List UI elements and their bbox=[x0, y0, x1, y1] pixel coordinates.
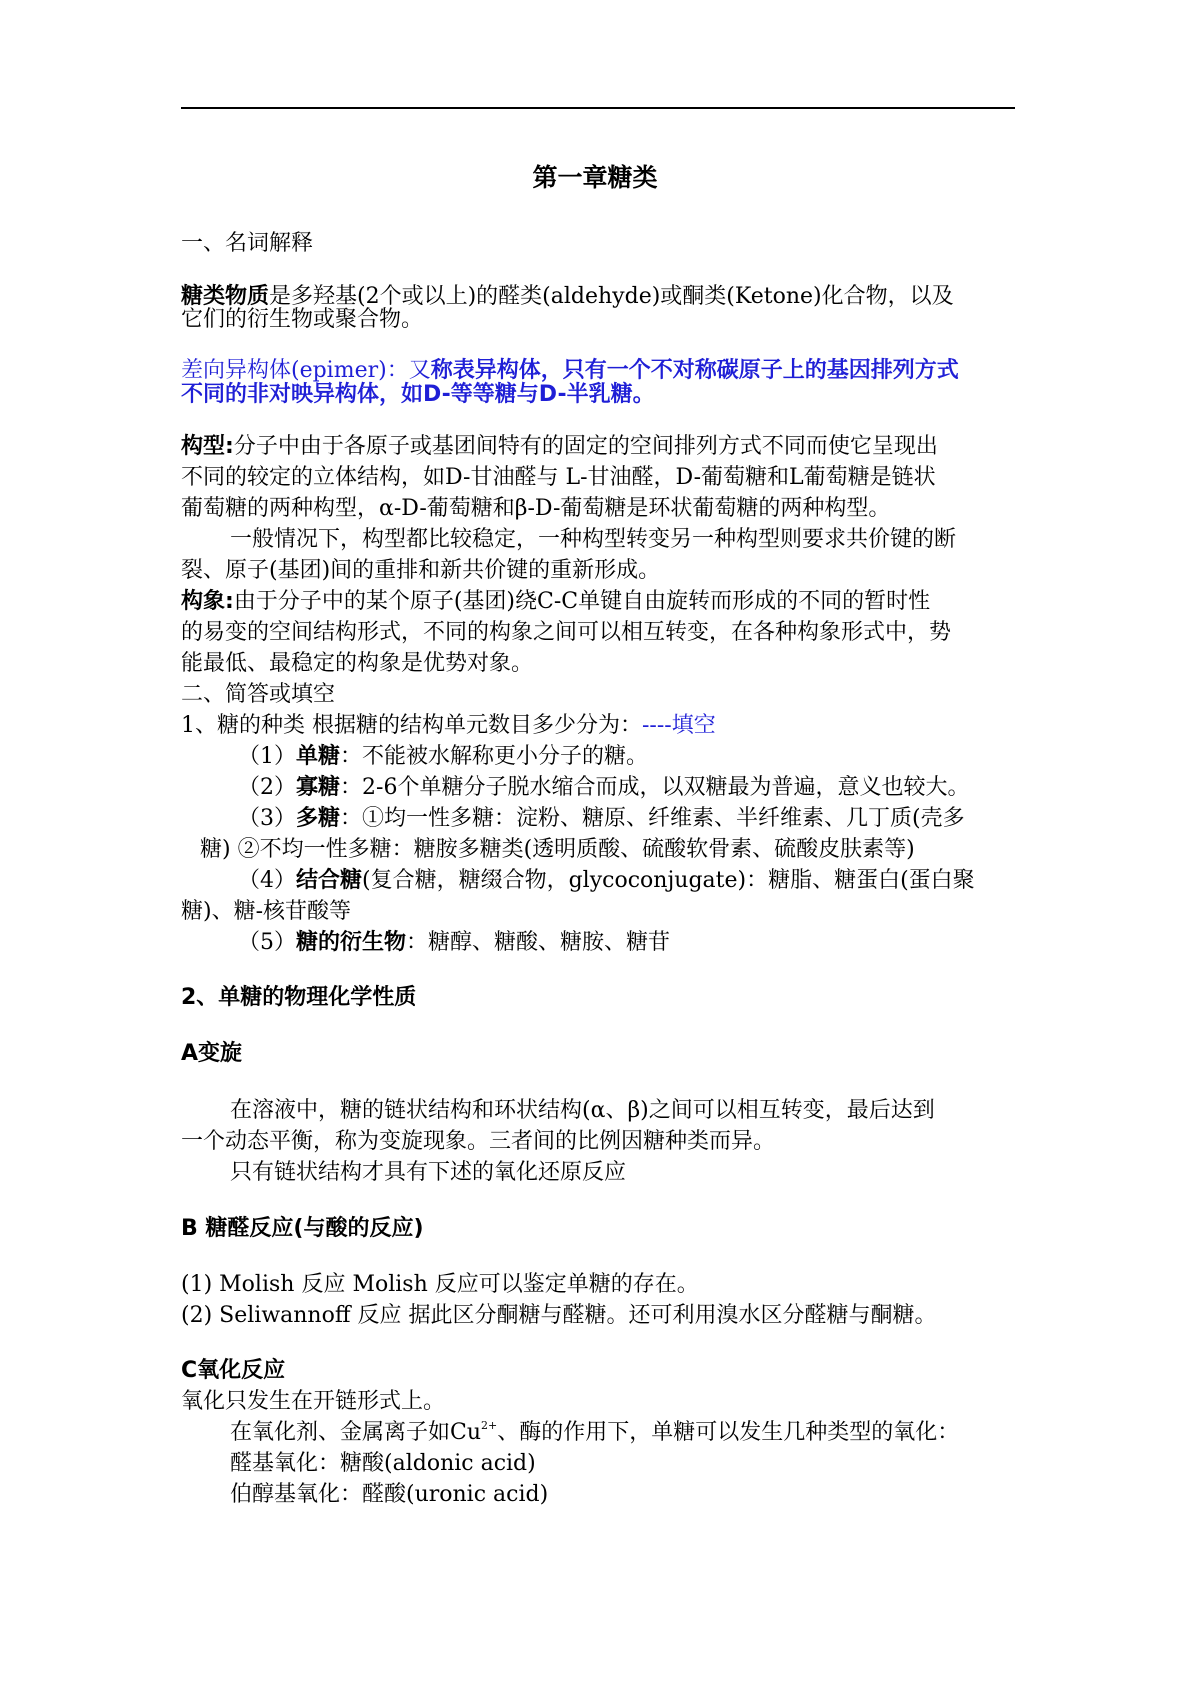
para-conformation-line-2: 的易变的空间结构形式，不同的构象之间可以相互转变，在各种构象形式中，势 bbox=[181, 620, 952, 645]
header-rule bbox=[181, 107, 1015, 109]
section-heading-1: 一、名词解释 bbox=[181, 231, 314, 256]
para-epimer-line-1: 差向异构体(epimer)：又称表异构体，只有一个不对称碳原子上的基因排列方式 bbox=[181, 358, 959, 383]
fill-blank-note: ----填空 bbox=[642, 713, 716, 738]
subheading-mutarotation: A变旋 bbox=[181, 1041, 243, 1066]
para-configuration-line-5: 裂、原子(基团)间的重排和新共价键的重新形成。 bbox=[181, 558, 661, 583]
para-epimer-line-2: 不同的非对映异构体，如D-等等糖与D-半乳糖。 bbox=[181, 382, 655, 407]
oxidation-line-1: 氧化只发生在开链形式上。 bbox=[181, 1389, 446, 1414]
para-configuration-line-2: 不同的较定的立体结构，如D-甘油醛与 L-甘油醛，D-葡萄糖和L葡萄糖是链状 bbox=[181, 465, 936, 490]
section-heading-2: 二、简答或填空 bbox=[181, 682, 336, 707]
para-conformation-line-3: 能最低、最稳定的构象是优势对象。 bbox=[181, 651, 534, 676]
mutarotation-line-3: 只有链状结构才具有下述的氧化还原反应 bbox=[230, 1160, 627, 1185]
oxidation-line-3: 醛基氧化：糖酸(aldonic acid) bbox=[230, 1451, 536, 1476]
oxidation-line-2: 在氧化剂、金属离子如$Cu^{2+}$、酶的作用下，单糖可以发生几种类型的氧化： bbox=[230, 1419, 960, 1445]
list-item-derivatives: （5）糖的衍生物：糖醇、糖酸、糖胺、糖苷 bbox=[238, 930, 671, 955]
para-carbohydrate-line-1: 糖类物质是多羟基(2个或以上)的醛类(aldehyde)或酮类(Ketone)化合物，以及 bbox=[181, 284, 954, 309]
para-configuration-line-4: 一般情况下，构型都比较稳定，一种构型转变另一种构型则要求共价键的断 bbox=[230, 527, 957, 552]
list-item-polysaccharide-cont: 糖) ②不均一性多糖：糖胺多糖类(透明质酸、硫酸软骨素、硫酸皮肤素等) bbox=[200, 837, 915, 862]
molish-reaction: (1) Molish 反应 Molish 反应可以鉴定单糖的存在。 bbox=[181, 1272, 699, 1297]
question-2-heading: 2、单糖的物理化学性质 bbox=[181, 985, 417, 1010]
question-1: 1、糖的种类 根据糖的结构单元数目多少分为：----填空 bbox=[181, 713, 716, 738]
para-configuration-line-1: 构型:分子中由于各原子或基团间特有的固定的空间排列方式不同而使它呈现出 bbox=[181, 434, 938, 459]
mutarotation-line-1: 在溶液中，糖的链状结构和环状结构(α、β)之间可以相互转变，最后达到 bbox=[230, 1098, 935, 1123]
list-item-glycoconjugate-cont: 糖)、糖-核苷酸等 bbox=[181, 899, 352, 924]
term-epimer: 差向异构体(epimer)：又 bbox=[181, 358, 431, 383]
para-configuration-line-3: 葡萄糖的两种构型，α-D-葡萄糖和β-D-葡萄糖是环状葡萄糖的两种构型。 bbox=[181, 496, 891, 521]
list-item-monosaccharide: （1）单糖：不能被水解称更小分子的糖。 bbox=[238, 744, 649, 769]
para-conformation-line-1: 构象:由于分子中的某个原子(基团)绕C-C单键自由旋转而形成的不同的暂时性 bbox=[181, 589, 931, 614]
term-conformation: 构象: bbox=[181, 589, 234, 614]
term-carbohydrate: 糖类物质 bbox=[181, 284, 270, 309]
oxidation-line-4: 伯醇基氧化：醛酸(uronic acid) bbox=[230, 1482, 549, 1507]
subheading-furfural: B 糖醛反应(与酸的反应) bbox=[181, 1216, 424, 1241]
list-item-glycoconjugate: （4）结合糖(复合糖，糖缀合物，glycoconjugate)：糖脂、糖蛋白(蛋白聚 bbox=[238, 868, 975, 893]
para-carbohydrate-line-2: 它们的衍生物或聚合物。 bbox=[181, 307, 424, 332]
page-title: 第一章糖类 bbox=[532, 163, 658, 192]
list-item-polysaccharide: （3）多糖：①均一性多糖：淀粉、糖原、纤维素、半纤维素、几丁质(壳多 bbox=[238, 806, 965, 831]
subheading-oxidation: C氧化反应 bbox=[181, 1358, 286, 1383]
seliwanoff-reaction: (2) Seliwannoff 反应 据此区分酮糖与醛糖。还可利用溴水区分醛糖与酮糖。 bbox=[181, 1303, 937, 1328]
list-item-oligosaccharide: （2）寡糖：2-6个单糖分子脱水缩合而成，以双糖最为普遍，意义也较大。 bbox=[238, 775, 970, 800]
mutarotation-line-2: 一个动态平衡，称为变旋现象。三者间的比例因糖种类而异。 bbox=[181, 1129, 776, 1154]
term-configuration: 构型: bbox=[181, 434, 234, 459]
